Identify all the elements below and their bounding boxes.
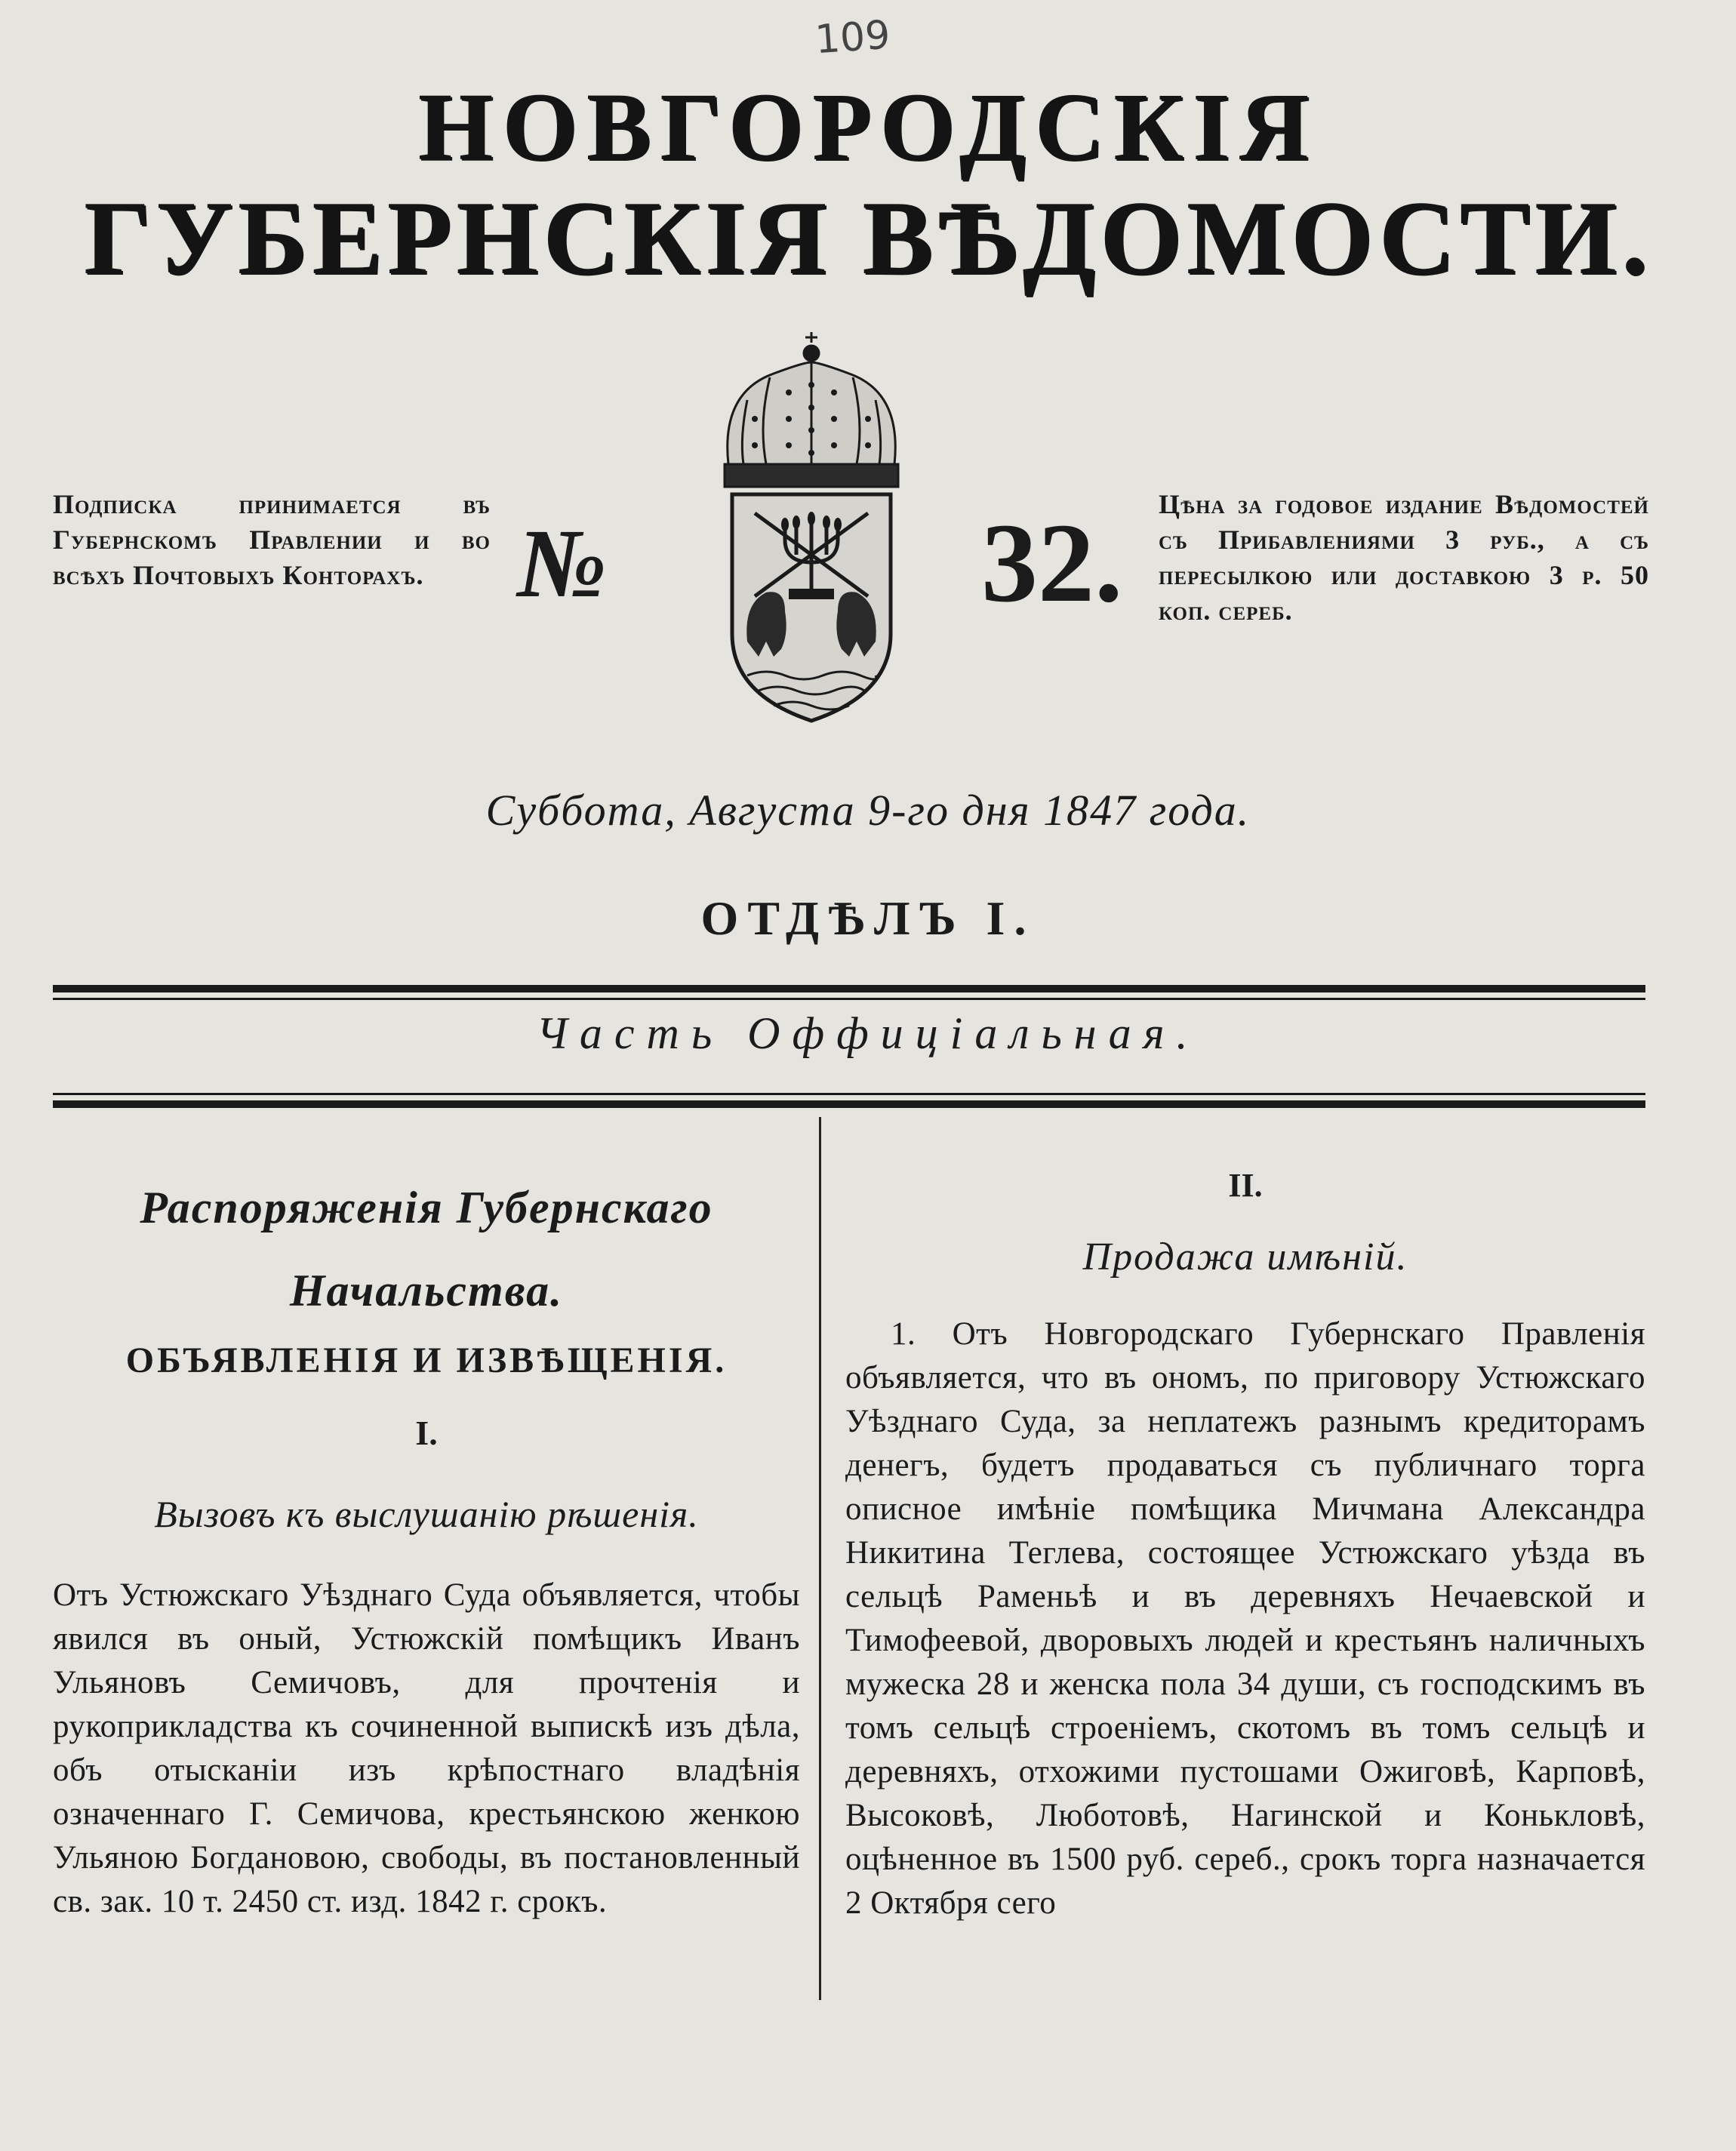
top-thin-rule xyxy=(53,998,1645,1000)
bottom-thick-rule xyxy=(53,1100,1645,1108)
column-divider xyxy=(819,1117,821,2000)
handwritten-page-number: 109 xyxy=(814,12,892,63)
section-label: ОТДѢЛЪ I. xyxy=(700,891,1036,945)
left-body-text: Отъ Устюжскаго Уѣзднаго Суда объявляется, чтобы явился въ оный, Устюжскій помѣщикъ Иванъ Ульяновъ Семичовъ, для прочтенія и рукоприкладства къ сочиненной выпискѣ изъ дѣла, объ отысканіи изъ крѣпостнаго владѣнія означеннаго Г. Семичова, крестьянскою женкою Ульяною Богдановою, свободы, въ постановленный св. зак. 10 т. 2450 ст. изд. 1842 г. срокъ. xyxy=(53,1577,800,1919)
right-body-text: 1. Отъ Новгородскаго Губернскаго Правленія объявляется, что въ ономъ, по приговору Устюжскаго Уѣзднаго Суда, за неплатежъ разнымъ кредиторамъ денегъ, будетъ продаваться съ публичнаго торга описное имѣніе помѣщика Мичмана Александра Никитина Теглева, состоящее Устюжскаго уѣзда въ сельцѣ Раменьѣ и въ деревняхъ Нечаевской и Тимофеевой, дворовыхъ людей и крестьянъ наличныхъ мужеска 28 и женска пола 34 души, съ господскимъ въ томъ сельцѣ строеніемъ, скотомъ въ томъ сельцѣ и деревняхъ, отхожими пустошами Ожиговѣ, Карповѣ, Высоковѣ, Люботовѣ, Нагинской и Конькловѣ, оцѣненное въ 1500 руб. сереб., срокъ торга назначается 2 Октября сего xyxy=(845,1316,1645,1921)
masthead-title-line2: ГУБЕРНСКІЯ ВѢДОМОСТИ. xyxy=(83,180,1652,297)
issue-label: № xyxy=(517,509,607,618)
section-roman-numeral: I. xyxy=(415,1414,438,1452)
call-heading: Вызовъ къ выслушанію рѣшенія. xyxy=(154,1493,699,1535)
subscription-info: Подписка принимается въ Губернскомъ Правлении и во всѣхъ Почтовыхъ Конторахъ. xyxy=(53,489,491,590)
imperial-crown-coat-of-arms-icon xyxy=(713,332,910,725)
orders-heading: Распоряженія Губернскаго Начальства. xyxy=(140,1183,713,1316)
bottom-thin-rule xyxy=(53,1093,1645,1095)
date-line: Суббота, Августа 9-го дня 1847 года. xyxy=(485,786,1251,835)
masthead-title-line1: НОВГОРОДСКІЯ xyxy=(417,73,1319,180)
announcements-heading: ОБЪЯВЛЕНІЯ И ИЗВѢЩЕНІЯ. xyxy=(125,1340,728,1380)
price-info: Цѣна за годовое издание Вѣдомостей съ Прибавлениями 3 руб., а съ пересылкою или доставкою 3 р. 50 коп. сереб. xyxy=(1159,489,1649,626)
part-label: Часть Оффиціальная. xyxy=(536,1008,1200,1058)
right-column xyxy=(845,1166,1645,1925)
sale-heading: Продажа имѣній. xyxy=(1082,1236,1408,1279)
section-roman-numeral-2: II. xyxy=(1228,1167,1263,1204)
top-thick-rule xyxy=(53,985,1645,992)
left-column xyxy=(53,1166,800,1924)
issue-number: 32. xyxy=(981,500,1123,626)
